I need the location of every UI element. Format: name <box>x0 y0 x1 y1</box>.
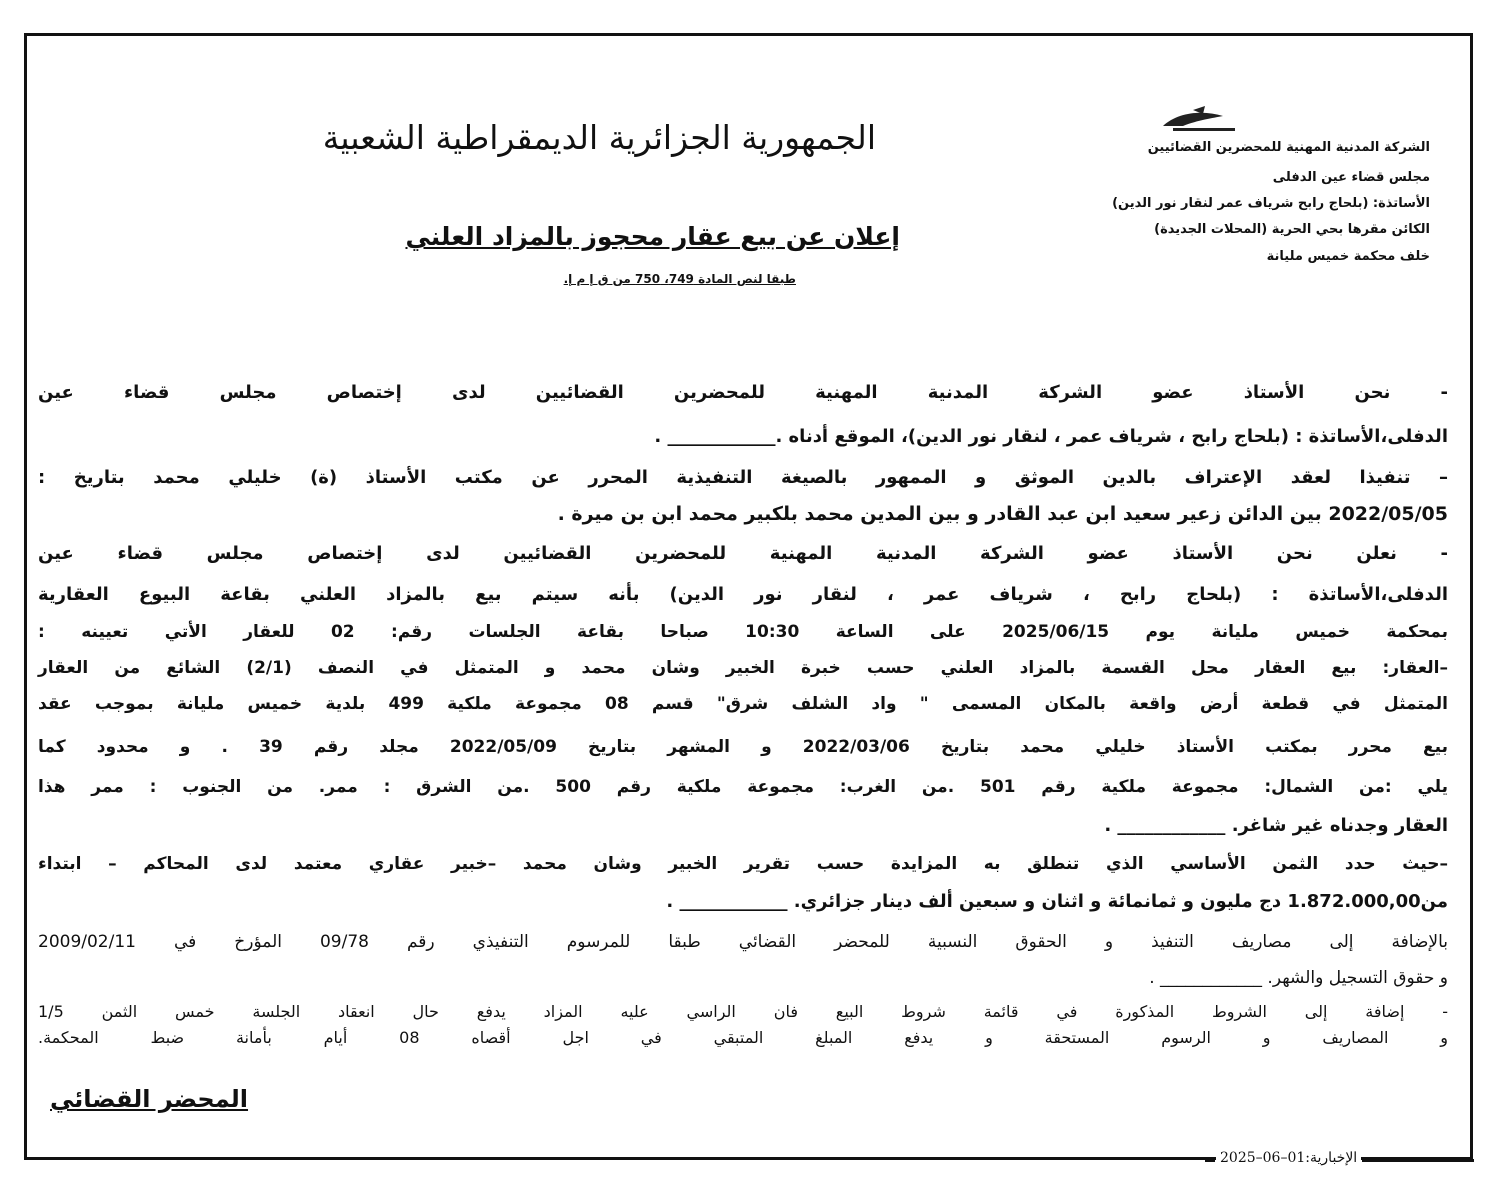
body-line: العقار وجدناه غير شاغر. ____________ . <box>1104 815 1448 836</box>
body-line: - إضافة إلى الشروط المذكورة في قائمة شروط البيع فان الراسي عليه المزاد يدفع حال انعقاد الجلسة خمس الثمن 1/5 <box>38 1002 1448 1021</box>
body-line: بمحكمة خميس مليانة يوم 2025/06/15 على الساعة 10:30 صباحا بقاعة الجلسات رقم: 02 للعقار الأتي تعيينه : <box>38 622 1448 642</box>
body-line: – تنفيذا لعقد الإعتراف بالدين الموثق و الممهور بالصيغة التنفيذية المحرر عن مكتب الأستاذ (ة) خليلي محمد بتاريخ : <box>38 467 1448 488</box>
footer-rule-right <box>1362 1159 1474 1162</box>
body-line: الدفلى،الأساتذة : (بلحاج رابح ، شرياف عمر ، لنقار نور الدين)، الموقع أدناه .____________ . <box>654 426 1448 447</box>
legal-reference: طبقا لنص المادة 749، 750 من ق إ م إ. <box>563 272 796 286</box>
office-line-5: خلف محكمة خميس مليانة <box>1266 249 1430 264</box>
body-line: يلي :من الشمال: مجموعة ملكية رقم 501 .من الغرب: مجموعة ملكية رقم 500 .من الشرق : ممر. من الجنوب : ممر هذا <box>38 777 1448 797</box>
body-line: –العقار: بيع العقار محل القسمة بالمزاد العلني حسب خبرة الخبير وشان محمد و المتمثل في النصف (2/1) الشائع من العقار <box>38 658 1448 678</box>
body-line: –حيث حدد الثمن الأساسي الذي تنطلق به المزايدة حسب تقرير الخبير وشان محمد –خبير عقاري معتمد لدى المحاكم – ابتداء <box>38 854 1448 874</box>
bailiff-signature-label: المحضر القضائي <box>50 1085 249 1113</box>
body-line: - نحن الأستاذ عضو الشركة المدنية المهنية للمحضرين القضائيين لدى إختصاص مجلس قضاء عين <box>38 382 1448 403</box>
publication-footer: الإخبارية:01–06–2025 <box>1216 1150 1361 1166</box>
body-line: و المصاريف و الرسوم المستحقة و يدفع المبلغ المتبقي في اجل أقصاه 08 أيام بأمانة ضبط المحكمة. <box>38 1028 1449 1047</box>
office-line-3: الأساتذة: (بلحاج رابح شرياف عمر لنقار نور الدين) <box>1112 196 1430 211</box>
body-line: و حقوق التسجيل والشهر. ____________ . <box>1149 968 1448 988</box>
body-line: بالإضافة إلى مصاريف التنفيذ و الحقوق النسبية للمحضر القضائي طبقا للمرسوم التنفيذي رقم 09/78 المؤرخ في 2009/02/11 <box>38 932 1448 952</box>
body-line: المتمثل في قطعة أرض واقعة بالمكان المسمى " واد الشلف شرق" قسم 08 مجموعة ملكية 499 بلدية خميس مليانة بموجب عقد <box>38 694 1448 714</box>
body-line: بيع محرر بمكتب الأستاذ خليلي محمد بتاريخ 2022/03/06 و المشهر بتاريخ 2022/05/09 مجلد رقم 39 . و محدود كما <box>38 737 1448 757</box>
body-line: الدفلى،الأساتذة : (بلحاج رابح ، شرياف عمر ، لنقار نور الدين) بأنه سيتم بيع بالمزاد العلني بقاعة البيوع العقارية <box>38 584 1448 605</box>
body-line: 2022/05/05 بين الدائن زعير سعيد ابن عبد القادر و بين المدين محمد بلكبير محمد ابن بن ميرة . <box>557 503 1448 525</box>
office-logo-icon <box>1153 104 1249 134</box>
announcement-title: إعلان عن بيع عقار محجوز بالمزاد العلني <box>405 222 900 251</box>
body-line: - نعلن نحن الأستاذ عضو الشركة المدنية المهنية للمحضرين القضائيين لدى إختصاص مجلس قضاء عين <box>38 543 1448 564</box>
footer-rule-left <box>1205 1159 1215 1162</box>
office-line-2: مجلس قضاء عين الدفلى <box>1272 170 1430 185</box>
office-line-1: الشركة المدنية المهنية للمحضرين القضائيين <box>1147 140 1430 155</box>
office-line-4: الكائن مقرها بحي الحرية (المحلات الجديدة) <box>1154 222 1430 237</box>
body-line: من1.872.000,00 دج مليون و ثمانمائة و اثنان و سبعين ألف دينار جزائري. ____________ . <box>666 891 1448 912</box>
republic-heading: الجمهورية الجزائرية الديمقراطية الشعبية <box>322 118 876 157</box>
